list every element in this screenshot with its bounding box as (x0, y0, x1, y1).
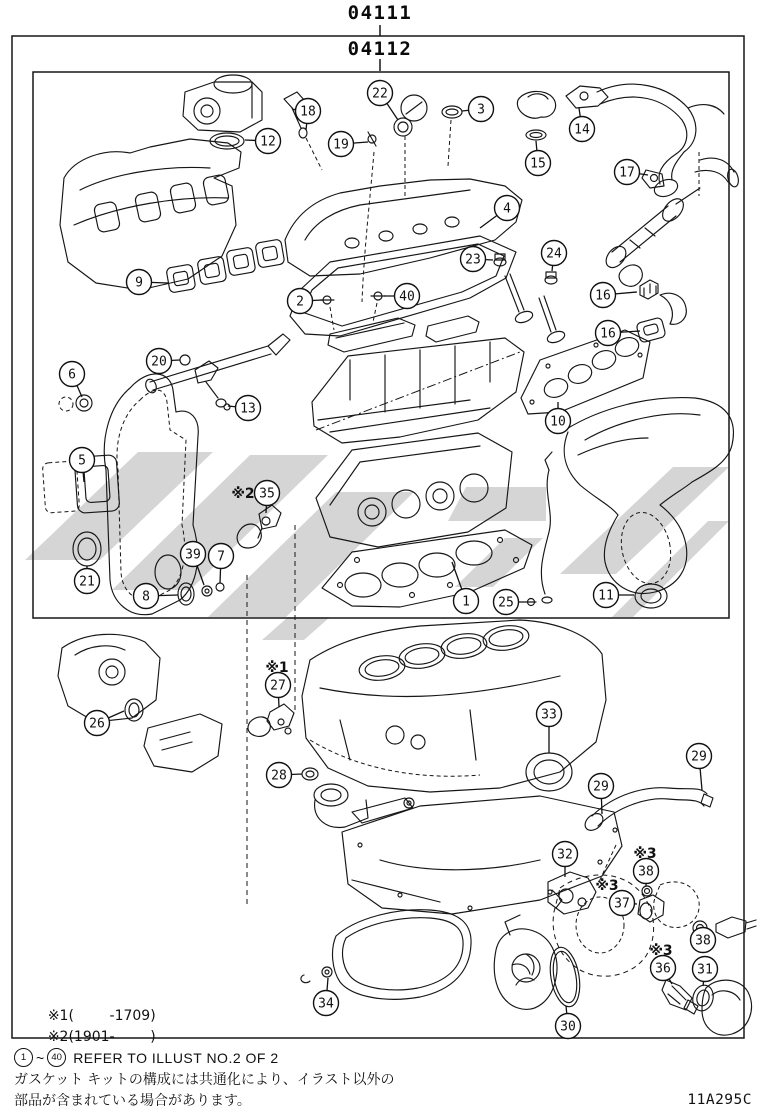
drawing-code: 11A295C (687, 1092, 752, 1108)
circled-number-1: 1 (14, 1048, 33, 1067)
thermostat-37-38 (638, 882, 699, 928)
note1-label: ※1 (47, 1008, 69, 1024)
exhaust-manifold-gasket-10 (521, 330, 650, 414)
callout-number: 8 (142, 589, 150, 605)
callout-number: 32 (557, 847, 573, 863)
callout-number: 35 (259, 486, 275, 502)
callout-22 (368, 81, 399, 121)
callout-number: 18 (300, 104, 316, 120)
part-number-inner: 04112 (347, 38, 413, 60)
dipstick-tube (541, 452, 552, 603)
vent-hose-assembly (597, 84, 740, 199)
callout-number: 6 (68, 367, 76, 383)
callout-12 (245, 129, 281, 154)
callout-number: 22 (372, 86, 388, 102)
callout-2 (288, 289, 324, 314)
callout-26 (85, 711, 125, 736)
callout-number: 16 (595, 288, 611, 304)
camshaft-housing (312, 338, 524, 443)
callout-number: 21 (79, 574, 95, 590)
callout-number: 37 (614, 896, 630, 912)
o-ring-28 (302, 768, 318, 780)
callout-number: 5 (78, 453, 86, 469)
callout-number: 1 (462, 594, 470, 610)
throttle-gasket-12 (210, 133, 244, 149)
callout-9 (127, 270, 169, 295)
callout-16 (596, 321, 641, 346)
callout-17 (615, 160, 649, 185)
refer-note (14, 1048, 279, 1067)
callout-number: 11 (598, 588, 614, 604)
callout-number: 7 (217, 549, 225, 565)
callout-6 (60, 362, 85, 398)
oil-cooler (314, 784, 414, 827)
seal-washer-3 (442, 106, 462, 118)
part-number-top: 04111 (347, 2, 413, 24)
asterisk-flag: ※3 (595, 878, 619, 894)
note2-range: (1901- ) (68, 1029, 156, 1045)
callout-number: 3 (477, 102, 485, 118)
callout-number: 28 (271, 768, 287, 784)
bolt-25 (526, 599, 536, 606)
mount-bracket-26 (58, 634, 222, 772)
japanese-note-line2: 部品が含まれている場合があります。 (14, 1092, 251, 1108)
callout-25 (494, 590, 527, 615)
oil-pan-upper (342, 796, 622, 914)
callout-number: 25 (498, 595, 514, 611)
callout-23 (461, 247, 494, 272)
callout-number: 26 (89, 716, 105, 732)
oil-filler-cap-22 (394, 95, 427, 136)
callout-37 (610, 891, 638, 916)
callout-40 (384, 284, 420, 309)
asterisk-flag: ※3 (633, 846, 657, 862)
callout-34 (314, 978, 339, 1016)
callout-number: 38 (638, 864, 654, 880)
callout-14 (570, 108, 595, 142)
callout-3 (462, 97, 494, 122)
note1-range: ( -1709) (68, 1008, 156, 1024)
callout-number: 19 (333, 137, 349, 153)
callout-21 (75, 566, 100, 594)
callout-38 (634, 859, 659, 887)
callout-19 (329, 132, 369, 157)
o-ring-20 (180, 355, 190, 365)
tilde: ~ (36, 1049, 45, 1066)
callout-number: 38 (695, 933, 711, 949)
japanese-note-line1: ガスケット キットの構成には共通化により、イラスト以外の (14, 1071, 395, 1087)
intake-manifold (60, 139, 241, 290)
cylinder-block (302, 620, 606, 792)
callout-number: 36 (655, 961, 671, 977)
callout-number: 34 (318, 996, 334, 1012)
asterisk-flag: ※1 (265, 660, 289, 676)
callout-38 (691, 928, 716, 953)
callout-number: 33 (541, 707, 557, 723)
callout-number: 13 (240, 401, 256, 417)
callout-28 (267, 763, 303, 788)
callout-32 (553, 842, 578, 878)
callout-number: 12 (260, 134, 276, 150)
callout-number: 29 (691, 749, 707, 765)
callout-number: 23 (465, 252, 481, 268)
bolt-19-part (368, 132, 376, 146)
oil-filler-tube (602, 188, 700, 286)
valve-cover (285, 179, 522, 276)
callout-number: 17 (619, 165, 635, 181)
callout-4 (480, 196, 520, 229)
callout-number: 4 (503, 201, 511, 217)
cap-parts-16 (636, 280, 686, 343)
callout-number: 9 (135, 275, 143, 291)
union-parts-27 (248, 704, 294, 736)
callout-number: 10 (550, 414, 566, 430)
callout-36 (651, 956, 676, 985)
asterisk-flag: ※3 (649, 943, 673, 959)
callout-24 (542, 241, 567, 272)
callout-29 (687, 744, 712, 791)
sensor-17 (642, 170, 664, 188)
throttle-body (183, 75, 262, 132)
water-pump (494, 915, 557, 1009)
callout-20 (147, 349, 181, 374)
water-pump-gasket-30 (546, 945, 584, 1009)
callout-30 (556, 1006, 581, 1039)
callout-number: 14 (574, 122, 590, 138)
callout-27 (266, 673, 291, 708)
note2-label: ※2 (47, 1029, 69, 1045)
oil-pan-lower (301, 910, 471, 1000)
callout-13 (228, 396, 261, 421)
callout-number: 24 (546, 246, 562, 262)
cam-timing-part-14 (566, 86, 608, 108)
callout-number: 27 (270, 678, 286, 694)
callout-number: 30 (560, 1019, 576, 1035)
rear-main-seal-33 (526, 753, 572, 791)
callout-number: 40 (399, 289, 415, 305)
callout-number: 29 (593, 779, 609, 795)
callout-number: 16 (600, 326, 616, 342)
callout-number: 39 (185, 547, 201, 563)
callout-31 (693, 957, 718, 987)
engine-valves (505, 274, 566, 345)
pcv-valve-15 (517, 91, 555, 140)
asterisk-flag: ※2 (231, 486, 255, 502)
circled-number-40: 40 (47, 1048, 66, 1067)
callout-number: 15 (530, 156, 546, 172)
callout-10 (546, 402, 571, 434)
seal-6 (59, 395, 92, 411)
spark-tube-seal-24 (545, 272, 557, 284)
callout-number: 31 (697, 962, 713, 978)
callout-7 (209, 544, 234, 584)
callout-33 (537, 702, 562, 754)
refer-text: REFER TO ILLUST NO.2 OF 2 (73, 1049, 279, 1066)
callout-5 (70, 448, 95, 483)
callout-number: 20 (151, 354, 167, 370)
callout-15 (526, 141, 551, 176)
callout-number: 2 (296, 294, 304, 310)
